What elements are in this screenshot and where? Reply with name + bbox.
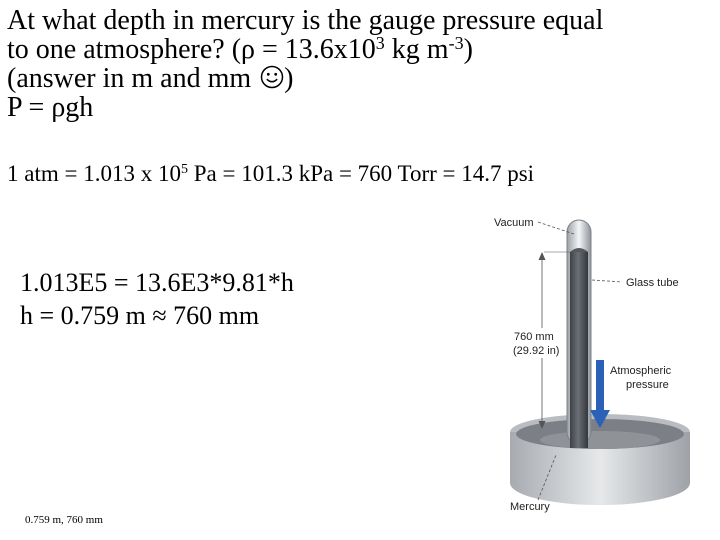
question-text (7, 6, 713, 122)
conversion-prefix: 1 atm = 1.013 x 10 (7, 161, 181, 186)
question-line-3 (7, 64, 713, 93)
formula-line: P = ρgh (7, 92, 94, 123)
vacuum-label: Vacuum (494, 217, 534, 229)
question-line-2-unit: kg m (384, 34, 449, 65)
worked-solution (20, 266, 294, 332)
question-line-3-suffix: ) (284, 63, 294, 94)
barometer-figure (480, 200, 720, 540)
height-label-in: (29.92 in) (513, 345, 560, 357)
barometer-diagram (480, 200, 720, 540)
work-line-2: h = 0.759 m ≈ 760 mm (20, 301, 260, 330)
answer-note: 0.759 m, 760 mm (25, 514, 103, 526)
mercury-column (570, 252, 588, 448)
conversion-suffix: Pa = 101.3 kPa = 760 Torr = 14.7 psi (187, 161, 535, 186)
question-line-2-suffix: ) (463, 34, 473, 65)
mercury-label: Mercury (510, 501, 550, 513)
atm-label-2: pressure (626, 379, 669, 391)
height-label: 760 mm (514, 331, 554, 343)
glass-tube-label: Glass tube (626, 277, 679, 289)
density-exponent: 3 (375, 33, 385, 53)
smiley-icon (260, 65, 284, 89)
atm-label-1: Atmospheric (610, 365, 672, 377)
question-line-3-prefix: (answer in m and mm (7, 63, 259, 94)
conversion-exponent: 5 (180, 162, 188, 177)
question-line-1: At what depth in mercury is the gauge pressure equal (7, 5, 604, 36)
work-line-1: 1.013E5 = 13.6E3*9.81*h (20, 268, 294, 297)
atm-arrow-shaft (596, 360, 604, 412)
question-line-2-prefix: to one atmosphere? (ρ = 13.6x10 (7, 34, 376, 65)
question-line-2 (7, 35, 713, 64)
unit-exponent: -3 (448, 33, 464, 53)
conversion-line (7, 161, 534, 187)
